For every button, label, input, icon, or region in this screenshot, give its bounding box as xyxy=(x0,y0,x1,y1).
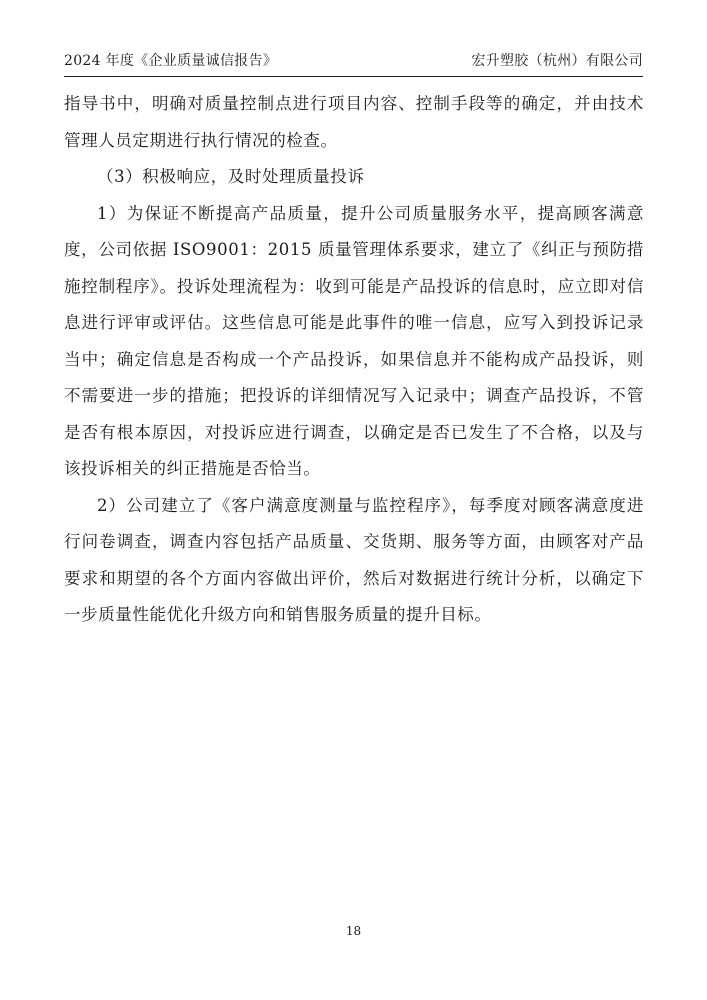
document-body xyxy=(64,86,644,634)
paragraph-continuation: 指导书中，明确对质量控制点进行项目内容、控制手段等的确定，并由技术管理人员定期进行执行情况的检查。 xyxy=(64,94,644,150)
header-report-title: 2024 年度《企业质量诚信报告》 xyxy=(64,53,278,69)
section-heading: （3）积极响应，及时处理质量投诉 xyxy=(97,167,365,186)
page-header xyxy=(64,50,643,77)
paragraph-customer-satisfaction: 2）公司建立了《客户满意度测量与监控程序》，每季度对顾客满意度进行问卷调查，调查内容包括产品质量、交货期、服务等方面，由顾客对产品要求和期望的各个方面内容做出评价，然后对数据进行统计分析，以确定下一步质量性能优化升级方向和销售服务质量的提升目标。 xyxy=(64,495,644,624)
header-company-name: 宏升塑胶（杭州）有限公司 xyxy=(471,53,643,69)
page-number: 18 xyxy=(345,924,362,938)
paragraph-complaint-process: 1）为保证不断提高产品质量，提升公司质量服务水平，提高顾客满意度，公司依据 ISO9001：2015 质量管理体系要求，建立了《纠正与预防措施控制程序》。投诉处理流程为：收到可能是产品投诉的信息时，应立即对信息进行评审或评估。这些信息可能是此事件的唯一信息，应写入到投诉记录当中；确定信息是否构成一个产品投诉，如果信息并不能构成产品投诉，则不需要进一步的措施；把投诉的详细情况写入记录中；调查产品投诉，不管是否有根本原因，对投诉应进行调查，以确定是否已发生了不合格，以及与该投诉相关的纠正措施是否恰当。 xyxy=(64,203,644,478)
